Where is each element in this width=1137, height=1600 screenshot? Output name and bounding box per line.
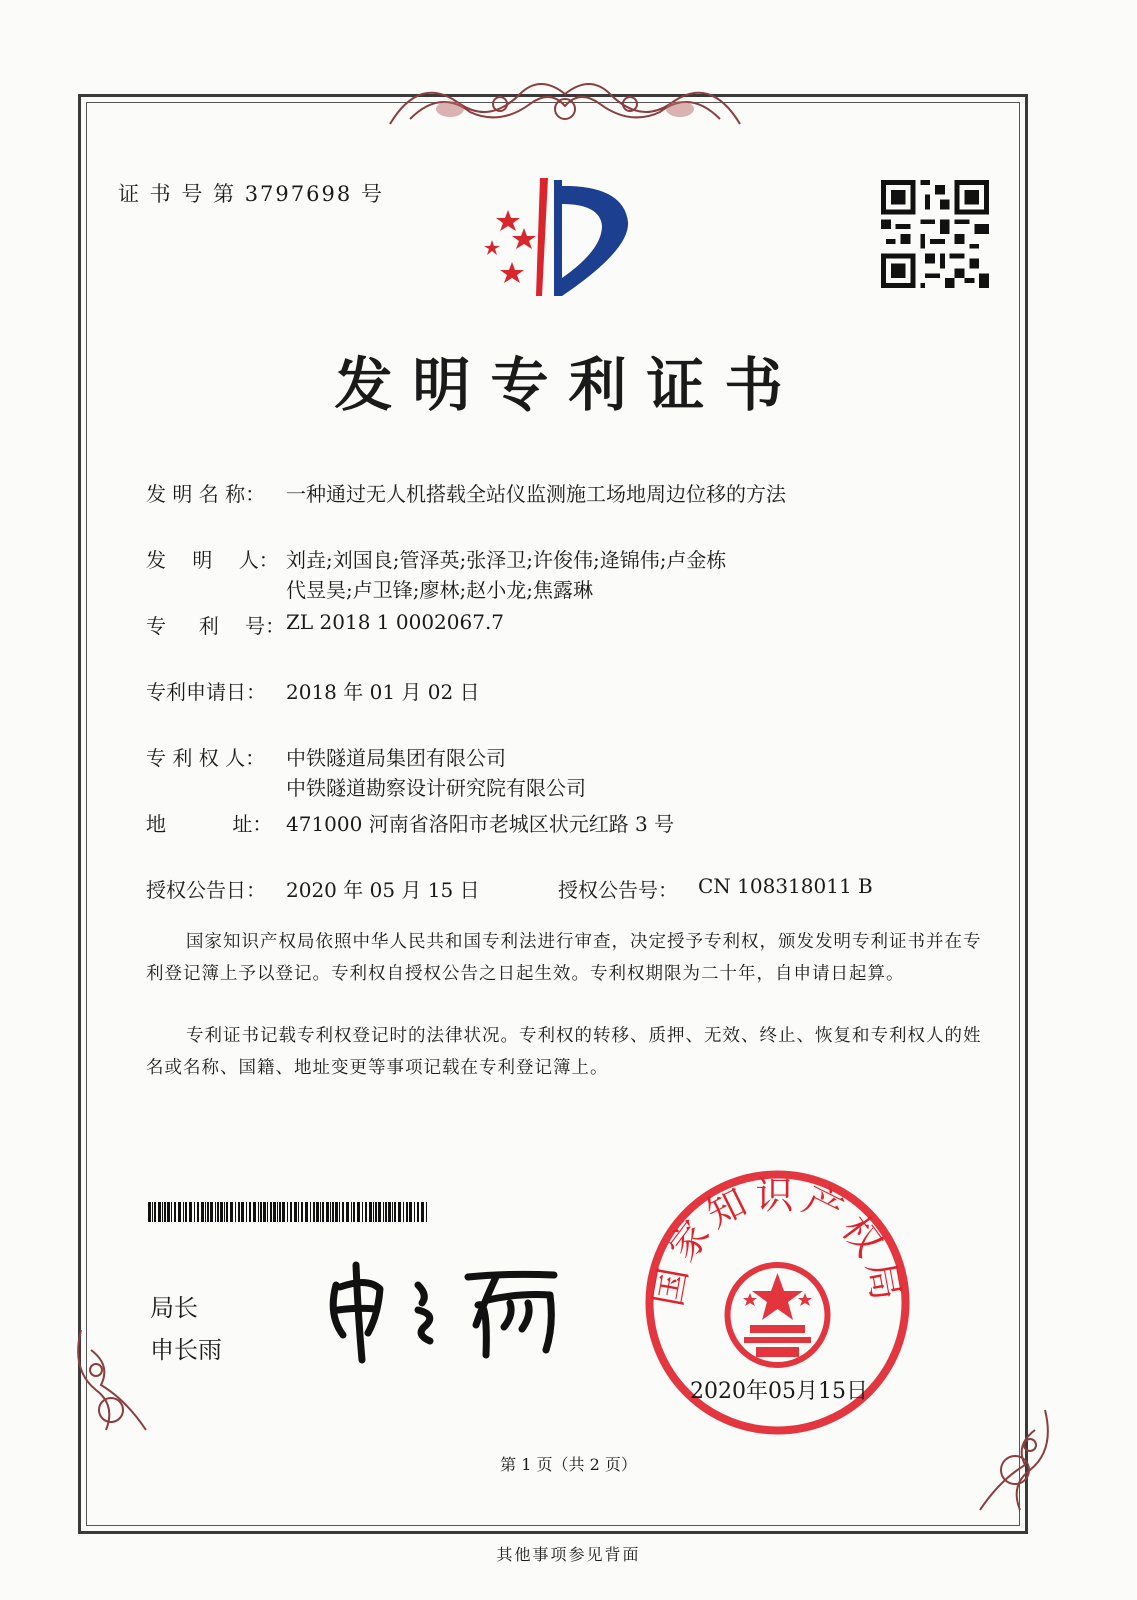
application-date-label: 专利申请日：	[146, 680, 266, 704]
address-value: 471000 河南省洛阳市老城区状元红路 3 号	[286, 812, 675, 836]
patent-number-value: ZL 2018 1 0002067.7	[286, 610, 505, 634]
legal-paragraph-2: 专利证书记载专利权登记时的法律状况。专利权的转移、质押、无效、终止、恢复和专利权人的姓名或名称、国籍、地址变更等事项记载在专利登记簿上。	[146, 1026, 982, 1078]
director-title: 局长	[150, 1294, 198, 1322]
address-label: 地 址：	[146, 812, 273, 836]
patent-number-row	[146, 610, 504, 639]
director-name: 申长雨	[150, 1336, 222, 1364]
invention-name-row	[146, 478, 786, 507]
patentee-line-1: 中铁隧道局集团有限公司	[286, 746, 506, 770]
inventor-row-2	[286, 574, 593, 603]
invention-name-label: 发 明 名 称：	[146, 482, 266, 506]
certificate-number: 证 书 号 第 3797698 号	[118, 182, 384, 206]
patentee-row-2	[286, 772, 586, 801]
application-date-value: 2018 年 01 月 02 日	[286, 680, 480, 704]
page-number: 第 1 页（共 2 页）	[500, 1455, 637, 1474]
application-date-row	[146, 676, 480, 705]
grant-date-label: 授权公告日：	[146, 878, 266, 902]
seal-date: 2020年05月15日	[690, 1379, 868, 1404]
bottom-left-ornament	[66, 1320, 156, 1440]
address-row	[146, 808, 674, 837]
grant-date-row	[146, 874, 480, 903]
inventors-line-2: 代昱昊;卢卫锋;廖林;赵小龙;焦露琳	[286, 578, 593, 602]
patent-office-logo	[470, 170, 640, 302]
inventor-label: 发 明 人：	[146, 548, 279, 572]
top-ornament	[380, 64, 750, 138]
patentee-label: 专 利 权 人：	[146, 746, 266, 770]
grant-date-value: 2020 年 05 月 15 日	[286, 878, 480, 902]
grant-number-row	[558, 874, 873, 903]
barcode	[148, 1202, 430, 1222]
grant-number-label: 授权公告号：	[558, 878, 678, 902]
patent-number-label: 专 利 号：	[146, 614, 286, 638]
grant-number-value: CN 108318011 B	[698, 874, 873, 898]
seal-text: 国家知识产权局	[645, 1173, 910, 1310]
legal-paragraph-1: 国家知识产权局依照中华人民共和国专利法进行审查，决定授予专利权，颁发发明专利证书并在专利登记簿上予以登记。专利权自授权公告之日起生效。专利权期限为二十年，自申请日起算。	[146, 932, 982, 984]
patentee-line-2: 中铁隧道勘察设计研究院有限公司	[286, 776, 586, 800]
inventors-line-1: 刘垚;刘国良;管泽英;张泽卫;许俊伟;逄锦伟;卢金栋	[286, 548, 727, 572]
handwritten-signature	[318, 1255, 578, 1365]
invention-name-value: 一种通过无人机搭载全站仪监测施工场地周边位移的方法	[286, 482, 786, 506]
inventor-row	[146, 544, 726, 573]
qr-code	[880, 180, 990, 288]
back-note: 其他事项参见背面	[496, 1545, 641, 1564]
page-title: 发明专利证书	[334, 351, 803, 419]
patentee-row	[146, 742, 506, 771]
